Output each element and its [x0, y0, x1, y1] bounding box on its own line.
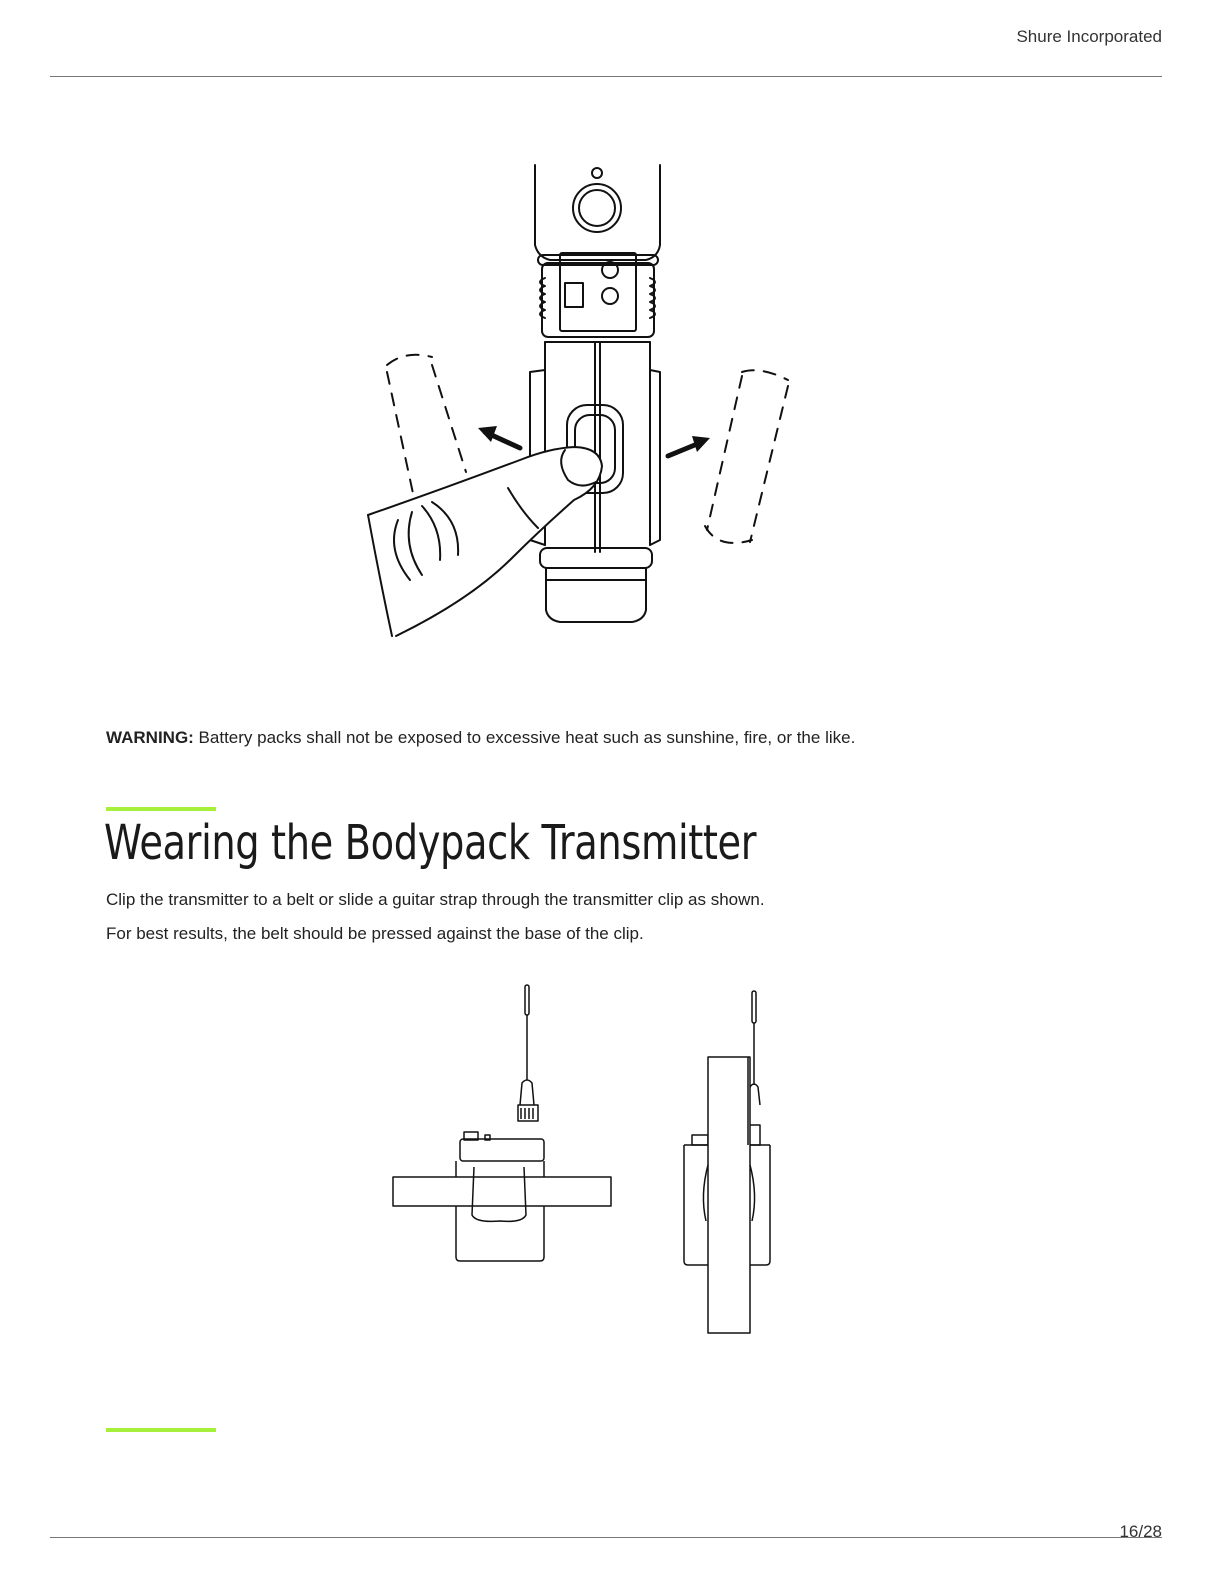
section-accent-bar — [106, 807, 216, 811]
section-paragraph-2: For best results, the belt should be pressed against the base of the clip. — [106, 924, 644, 943]
header-company: Shure Incorporated — [1016, 27, 1162, 46]
footer-rule — [50, 1537, 1162, 1538]
warning-body: Battery packs shall not be exposed to excessive heat such as sunshine, fire, or the like. — [193, 728, 856, 747]
section-accent-bar-2 — [106, 1428, 216, 1432]
warning-text — [106, 727, 1156, 749]
section-title: Wearing the Bodypack Transmitter — [104, 815, 757, 871]
battery-removal-illustration — [360, 160, 810, 650]
bodypack-wearing-illustration — [380, 975, 800, 1345]
section-paragraph-1: Clip the transmitter to a belt or slide a guitar strap through the transmitter clip as shown. — [106, 890, 765, 909]
header-rule — [50, 76, 1162, 77]
warning-label: WARNING: — [106, 728, 194, 747]
page-number: 16/28 — [1119, 1522, 1162, 1541]
